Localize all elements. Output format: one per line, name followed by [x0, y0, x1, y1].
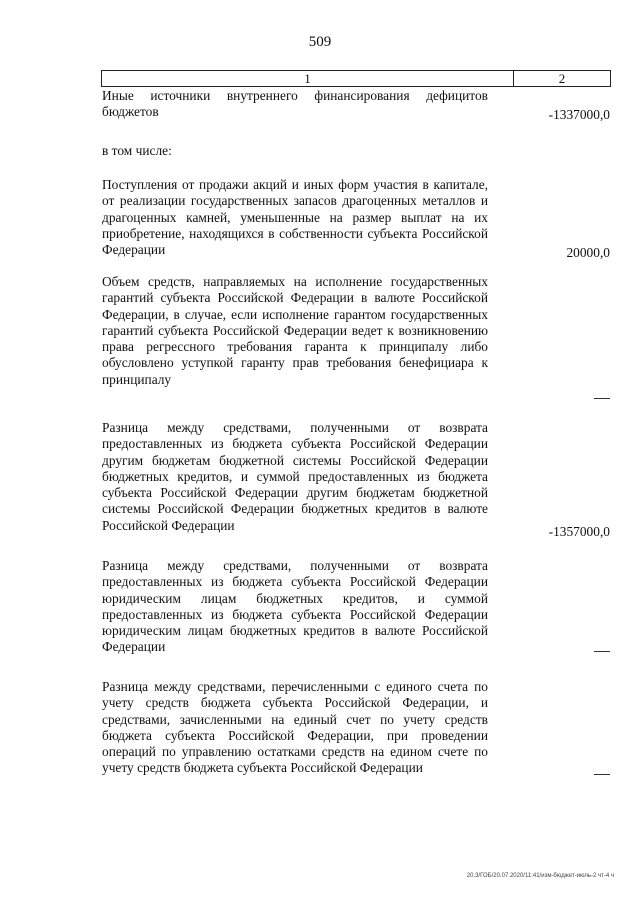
column-1-header: 1	[102, 71, 514, 86]
column-2-header: 2	[558, 71, 566, 86]
row-text: Поступления от продажи акций и иных форм участия в капитале, от реализации государственных запасов драгоценных металлов и драгоценных камней, уменьшенные на размер выплат на их приобретение, находящихся в собственности субъекта Российской Федерации	[102, 177, 488, 258]
row-value-dash	[594, 774, 610, 775]
table-row-budget-credits-legal-entities	[102, 558, 612, 656]
row-text: Объем средств, направляемых на исполнение государственных гарантий субъекта Российской Федерации в валюте Российской Федерации, в случае, если исполнение гарантом государственных гарантий субъекта Российской Федерации ведет к возникновению права регрессного требования гаранта к принципалу либо обусловлено уступкой гаранту прав требования бенефициара к принципалу	[102, 274, 488, 387]
page-number: 509	[308, 34, 332, 50]
table-row-share-sales	[102, 177, 612, 258]
row-text: Разница между средствами, перечисленными с единого счета по учету средств бюджета субъекта Российской Федерации, и средствами, зачисленными на единый счет по учету средств бюджета субъекта Российской Федерации, при проведении операций по управлению остатками средств на едином счете по учету средств бюджета субъекта Российской Федерации	[102, 679, 488, 776]
table-row-single-account	[102, 679, 612, 777]
table-row-guarantees	[102, 274, 612, 388]
row-value: 20000,0	[566, 245, 610, 260]
row-text: Разница между средствами, полученными от возврата предоставленных из бюджета субъекта Российской Федерации другим бюджетам бюджетной системы Российской Федерации бюджетных кредитов, и суммой предоставленных из бюджета субъекта Российской Федерации другим бюджетам бюджетной системы Российской Федерации бюджетных кредитов в валюте Российской Федерации	[102, 420, 488, 533]
row-value-dash	[594, 651, 610, 652]
row-text: Иные источники внутреннего финансирования дефицитов бюджетов	[102, 88, 488, 120]
row-value: -1357000,0	[548, 524, 610, 539]
footer-file-stamp: 20.3/ГОБ/20.07.2020/11:41/изм-бюджет-июль-2 чт-4 ч	[466, 873, 614, 879]
row-value: -1337000,0	[548, 107, 610, 122]
row-text: в том числе:	[102, 143, 172, 158]
row-value-dash	[594, 398, 610, 399]
table-header	[101, 70, 611, 87]
table-row-budget-credits-other-budgets	[102, 420, 612, 539]
table-row-including	[102, 143, 612, 159]
table-row-other-sources	[102, 88, 612, 121]
row-text: Разница между средствами, полученными от возврата предоставленных из бюджета субъекта Российской Федерации юридическим лицам бюджетных кредитов, и суммой предоставленных из бюджета субъекта Российской Федерации юридическим лицам бюджетных кредитов в валюте Российской Федерации	[102, 558, 488, 655]
